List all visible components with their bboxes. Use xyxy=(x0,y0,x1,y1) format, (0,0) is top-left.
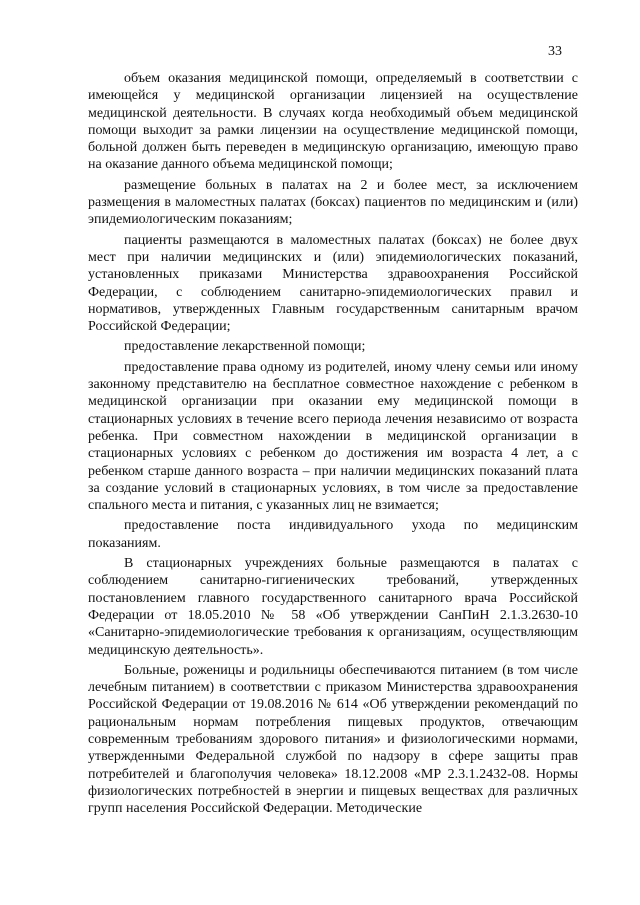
paragraph-scope-of-care: объем оказания медицинской помощи, определяемый в соответствии с имеющейся у медицинской организации лицензией на осуществление медицинской деятельности. В случаях когда необходимый объем медицинской помощи выходит за рамки лицензии на осуществление медицинской помощи, больной должен быть переведен в медицинскую организацию, имеющую право на оказание данного объема медицинской помощи; xyxy=(88,71,578,173)
paragraph-ward-placement: размещение больных в палатах на 2 и более мест, за исключением размещения в маломестных палатах (боксах) пациентов по медицинским и (или) эпидемиологическим показаниям; xyxy=(88,177,578,228)
body-text xyxy=(88,70,578,820)
paragraph-small-wards: пациенты размещаются в маломестных палатах (боксах) не более двух мест при наличии медицинских и (или) эпидемиологических показаний, установленных приказами Министерства здравоохранения Российской Федерации, с соблюдением санитарно-эпидемиологических правил и нормативов, утвержденных Главным государственным санитарным врачом Российской Федерации; xyxy=(88,232,578,335)
paragraph-sanitary-rules: В стационарных учреждениях больные размещаются в палатах с соблюдением санитарно-гигиенических требований, утвержденных постановлением главного государственного санитарного врача Российской Федерации от 18.05.2010 № 58 «Об утверждении СанПиН 2.1.3.2630-10 «Санитарно-эпидемиологические требования к организациям, осуществляющим медицинскую деятельность». xyxy=(88,556,578,658)
page-number: 33 xyxy=(548,44,562,59)
paragraph-drug-provision: предоставление лекарственной помощи; xyxy=(124,339,366,355)
paragraph-nutrition: Больные, роженицы и родильницы обеспечиваются питанием (в том числе лечебным питанием) в соответствии с приказом Министерства здравоохранения Российской Федерации от 19.08.2016 № 614 «Об утверждении рекомендаций по рациональным нормам потребления пищевых продуктов, отвечающим современным требованиям здорового питания» и физиологическими нормами, утвержденными Федеральной службой по надзору в сфере защиты прав потребителей и благополучия человека» 18.12.2008 «МР 2.3.1.2432-08. Нормы физиологических потребностей в энергии и пищевых веществах для различных групп населения Российской Федерации. Методические xyxy=(88,662,578,817)
paragraph-parent-stay: предоставление права одному из родителей, иному члену семьи или иному законному представителю на бесплатное совместное нахождение с ребенком в медицинской организации при оказании ему медицинской помощи в стационарных условиях в течение всего периода лечения независимо от возраста ребенка. При совместном нахождении в медицинской организации в стационарных условиях с ребенком до достижения им возраста 4 лет, а с ребенком старше данного возраста – при наличии медицинских показаний плата за создание условий в стационарных условиях, в том числе за предоставление спального места и питания, с указанных лиц не взимается; xyxy=(88,359,578,514)
paragraph-care-post: предоставление поста индивидуального ухода по медицинским показаниям. xyxy=(88,518,578,551)
